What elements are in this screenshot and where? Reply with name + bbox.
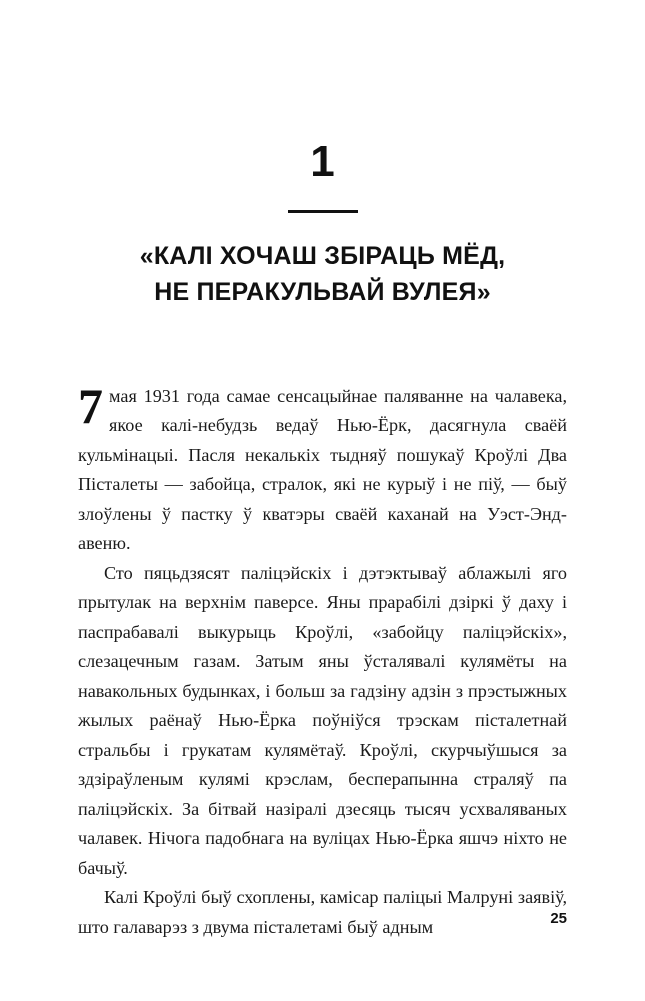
chapter-number: 1 xyxy=(310,137,335,186)
drop-cap: 7 xyxy=(78,378,103,434)
paragraph-2: Сто пяцьдзясят паліцэйскіх і дэтэктываў аблажылі яго прытулак на верхнім паверсе. Яны прарабілі дзіркі ў даху і паспрабавалі выкурыць Кроўлі, «забойцу паліцэйскіх», слезацечным газам. Затым яны ўсталявалі кулямёты на навакольных будынках, і больш за гадзіну адзін з прэстыжных жылых раёнаў Нью-Ёрка поўніўся трэскам пісталетнай стральбы і грукатам кулямётаў. Кроўлі, скурчыўшыся за здзіраўленым кулямі крэслам, бесперапынна страляў па паліцэйскіх. За бітвай назіралі дзесяць тысяч усхваляваных чалавек. Нічога падобнага на вуліцах Нью-Ёрка яшчэ ніхто не бачыў. xyxy=(78,562,567,878)
chapter-title xyxy=(78,239,567,310)
paragraph-1 xyxy=(78,378,567,559)
paragraph-1-text: мая 1931 года самае сенсацыйнае паляванне на чалавека, якое калі-небудзь ведаў Нью-Ёрк, дасягнула сваёй кульмінацыі. Пасля некалькіх тыдняў пошукаў Кроўлі Два Пісталеты — забойца, стралок, які не курыў і не піў, — быў злоўлены ў пастку ў кватэры сваёй каханай на Уэст-Энд-авеню. xyxy=(78,386,567,554)
chapter-divider-rule xyxy=(288,210,358,213)
chapter-title-line-1: «КАЛІ ХОЧАШ ЗБІРАЦЬ МЁД, xyxy=(139,242,506,270)
chapter-header xyxy=(78,0,567,310)
chapter-title-line-2: НЕ ПЕРАКУЛЬВАЙ ВУЛЕЯ» xyxy=(154,277,491,306)
body-text xyxy=(78,378,567,942)
page-number: 25 xyxy=(550,910,567,927)
paragraph-3: Калі Кроўлі быў схоплены, камісар паліцыі Малруні заявіў, што галаварэз з двума пісталетамі быў адным xyxy=(78,887,567,937)
